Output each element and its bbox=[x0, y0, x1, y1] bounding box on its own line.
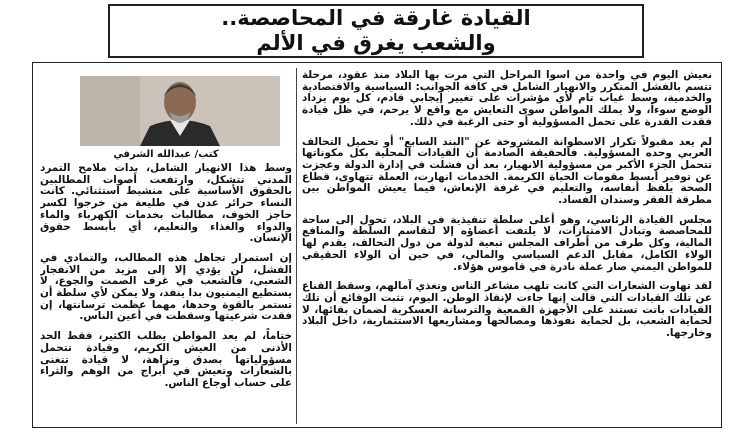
paragraph: وسط هذا الانهيار الشامل، بدأت ملامح التمرد المدني تتشكل، وارتفعت أصوات المطالبين بالحقوق الأساسية على منشيط استثنائي. كانت النساء حرائر عدن في طليعة من خرجوا لكسر حاجز الخوف، مطالبات بخدمات الكهرباء والماء والدواء والغذاء والتعليم، أي بأبسط حقوق الإنسان. bbox=[40, 163, 292, 245]
article-column-right bbox=[302, 70, 712, 422]
author-portrait-image bbox=[80, 76, 280, 146]
headline-line-1: القيادة غارقة في المحاصصة.. bbox=[221, 6, 531, 30]
paragraph: لم يعد مقبولاً تكرار الاسطوانة المشروخة عن "البند السابع" أو تحميل التحالف العربي وحده المسؤولية. فالحقيقة الصادمة أن القيادات المحلية بكل مكوناتها تتحمل الجزء الأكبر من مسؤولية الانهيار، بعد أن فشلت في إدارة الدولة وعجزت عن توفير أبسط مقومات الحياة الكريمة. الخدمات انهارت، العملة تتهاوى، قطاع الصحة يلفظ أنفاسه، والتعليم في غرفة الإنعاش، فيما يعيش المواطن بين مطرقة الفقر وسندان الفساد. bbox=[302, 135, 712, 207]
article-column-left bbox=[40, 163, 292, 422]
paragraph: نعيش اليوم في واحدة من أسوأ المراحل التي مرت بها البلاد منذ عقود، مرحلة تتسم بالفشل المتكرر والانهيار الشامل في كافة الجوانب: السياسية والاقتصادية والخدمية، وسط غياب تام لأي مؤشرات على تغيير إيجابي قادم، كل يوم يزداد الوضع سوءاً، ولا يملك المواطن سوى التعايش مع واقع لا يرحم، في ظل قيادة فقدت القدرة على تحمل المسؤولية أو حتى الرغبة في ذلك. bbox=[302, 70, 712, 128]
paragraph: إن استمرار تجاهل هذه المطالب، والتمادي في الفشل، لن يؤدي إلا إلى مزيد من الانفجار الشعبي، فالشعب في غرف الصمت والجوع، لا يستطيع اليمنيون بدا ينفد، ولا يمكن لأي سلطة أن تستمر بالقوة وحدها، مهما عظمت ترسانتها، إن فقدت شرعيتها وسقطت في أعين الناس. bbox=[40, 251, 292, 323]
headline-line-2: والشعب يغرق في الألم bbox=[256, 31, 496, 55]
paragraph: ختاماً، لم يعد المواطن يطلب الكثير، فقط الحد الأدنى من العيش الكريم، وقيادة تتحمل مسؤولياتها بصدق ونزاهة، لا قيادة تتغنى بالشعارات وتعيش في أبراج من الوهم والثراء على حساب أوجاع الناس. bbox=[40, 330, 292, 389]
author-photo bbox=[80, 76, 280, 146]
paragraph: لقد تهاوت الشعارات التي كانت تلهب مشاعر الناس وتغذي آمالهم، وسقط القناع عن تلك القيادات التي قالت إنها جاءت لإنقاذ الوطن. اليوم، تثبت الوقائع أن تلك القيادات باتت تستند على الأجهزة القمعية والترسانة العسكرية لضمان بقائها، لا لحماية الشعب، بل لحماية نفوذها ومصالحها ومشاريعها الاستثمارية، داخل البلاد وخارجها. bbox=[302, 280, 712, 340]
column-divider bbox=[296, 68, 297, 424]
author-byline: كتب/ عبدالله الشرفي bbox=[113, 149, 219, 160]
paragraph: مجلس القيادة الرئاسي، وهو أعلى سلطة تنفيذية في البلاد، تحول إلى ساحة للمحاصصة وتبادل الامتيازات، لا يلتفت أعضاؤه إلا لتقاسم السلطة والمنافع المالية، وكل طرف من أطراف المجلس تبعية لدولة من دول التحالف، يقدم لها الولاء الكامل، مقابل الدعم السياسي والمالي، في حين أن الولاء الحقيقي للمواطن اليمني صار عملة نادرة في قاموس هؤلاء. bbox=[302, 213, 712, 273]
headline-box bbox=[108, 4, 644, 58]
